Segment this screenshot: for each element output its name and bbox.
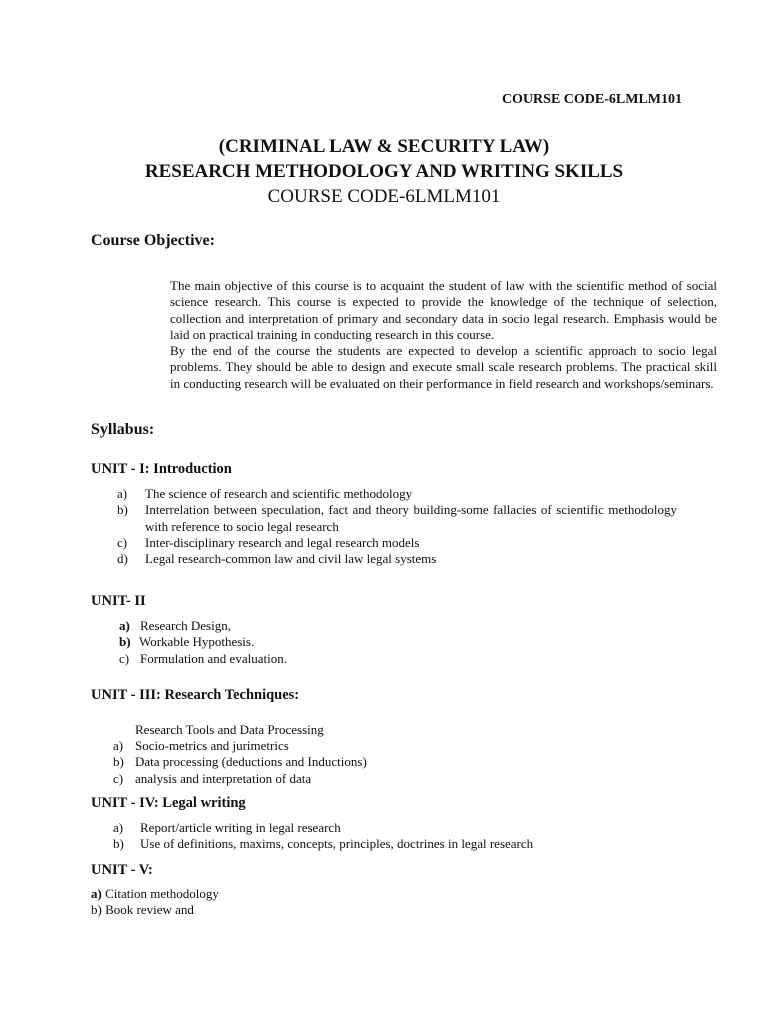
- unit-1-title: UNIT - I: Introduction: [91, 461, 232, 477]
- unit-2-list: [119, 618, 619, 667]
- list-marker: b): [113, 754, 124, 770]
- list-marker: a): [91, 886, 102, 901]
- list-item-text: Citation methodology: [101, 886, 219, 901]
- list-marker: c): [117, 534, 128, 550]
- list-item: [117, 551, 677, 567]
- list-item: [113, 836, 633, 852]
- objective-paragraph-1: The main objective of this course is to acquaint the student of law with the scientific method of social science research. This course is expected to provide the knowledge of the technique of selection, collection and interpretation of primary and secondary data in socio legal research. Emphasis would be laid on practical training in conducting research in this course.: [170, 278, 717, 342]
- list-item-text: Legal research-common law and civil law legal systems: [145, 551, 437, 567]
- list-marker: b): [91, 902, 102, 917]
- list-item-text: Workable Hypothesis.: [139, 634, 255, 650]
- list-item: [113, 754, 613, 770]
- unit-5-title: UNIT - V:: [91, 862, 153, 878]
- title-block: [0, 134, 768, 209]
- list-marker: b): [113, 836, 124, 852]
- unit-3-intro: Research Tools and Data Processing: [135, 722, 324, 737]
- objective-heading: Course Objective:: [91, 232, 215, 249]
- unit-3-title: UNIT - III: Research Techniques:: [91, 687, 300, 703]
- list-item-text: Formulation and evaluation.: [140, 650, 287, 666]
- list-marker: d): [117, 551, 128, 567]
- syllabus-heading: Syllabus:: [91, 421, 155, 438]
- unit-2-title: UNIT- II: [91, 593, 146, 609]
- unit-5-item-a: [91, 886, 219, 902]
- title-course-name: RESEARCH METHODOLOGY AND WRITING SKILLS: [144, 161, 624, 182]
- list-item: [113, 820, 633, 836]
- objective-text: [170, 278, 717, 392]
- list-item-text: analysis and interpretation of data: [135, 770, 312, 786]
- unit-5-item-b: [91, 902, 194, 918]
- list-item: [117, 502, 677, 535]
- list-item-text: Socio-metrics and jurimetrics: [135, 738, 289, 753]
- list-item-text: Data processing (deductions and Inductions): [135, 754, 367, 770]
- list-item-text: Book review and: [101, 902, 194, 917]
- list-item-text: Use of definitions, maxims, concepts, principles, doctrines in legal research: [140, 836, 534, 852]
- objective-paragraph-2: By the end of the course the students are expected to develop a scientific approach to socio legal problems. They should be able to design and execute small scale research problems. The practical skill in conducting research will be evaluated on their performance in field research and workshops/seminars.: [170, 343, 717, 391]
- unit-3-list: [113, 738, 613, 787]
- title-course-code: COURSE CODE-6LMLM101: [267, 186, 501, 207]
- list-item: [113, 771, 613, 787]
- unit-4-list: [113, 820, 633, 853]
- list-item-text: Interrelation between speculation, fact and theory building-some fallacies of scientific methodology with reference to socio legal research: [145, 502, 677, 534]
- list-marker: b): [119, 634, 131, 650]
- unit-4-title: UNIT - IV: Legal writing: [91, 795, 246, 811]
- list-item: [117, 486, 677, 502]
- course-code-header: COURSE CODE-6LMLM101: [501, 92, 682, 107]
- list-item-text: The science of research and scientific methodology: [145, 486, 413, 501]
- list-item-text: Inter-disciplinary research and legal research models: [145, 534, 420, 550]
- list-item: [119, 651, 619, 667]
- list-item: [119, 618, 619, 634]
- list-marker: c): [119, 650, 130, 666]
- list-marker: a): [113, 820, 124, 835]
- list-item: [117, 535, 677, 551]
- list-marker: b): [117, 502, 128, 518]
- list-item-text: Report/article writing in legal research: [140, 820, 341, 835]
- list-item: [113, 738, 613, 754]
- list-marker: a): [119, 618, 130, 633]
- title-specialization: (CRIMINAL LAW & SECURITY LAW): [218, 136, 550, 157]
- list-item-text: Research Design,: [140, 618, 231, 633]
- list-marker: a): [113, 738, 124, 753]
- list-marker: c): [113, 770, 124, 786]
- unit-1-list: [117, 486, 677, 567]
- list-marker: a): [117, 486, 128, 501]
- list-item: [119, 634, 619, 650]
